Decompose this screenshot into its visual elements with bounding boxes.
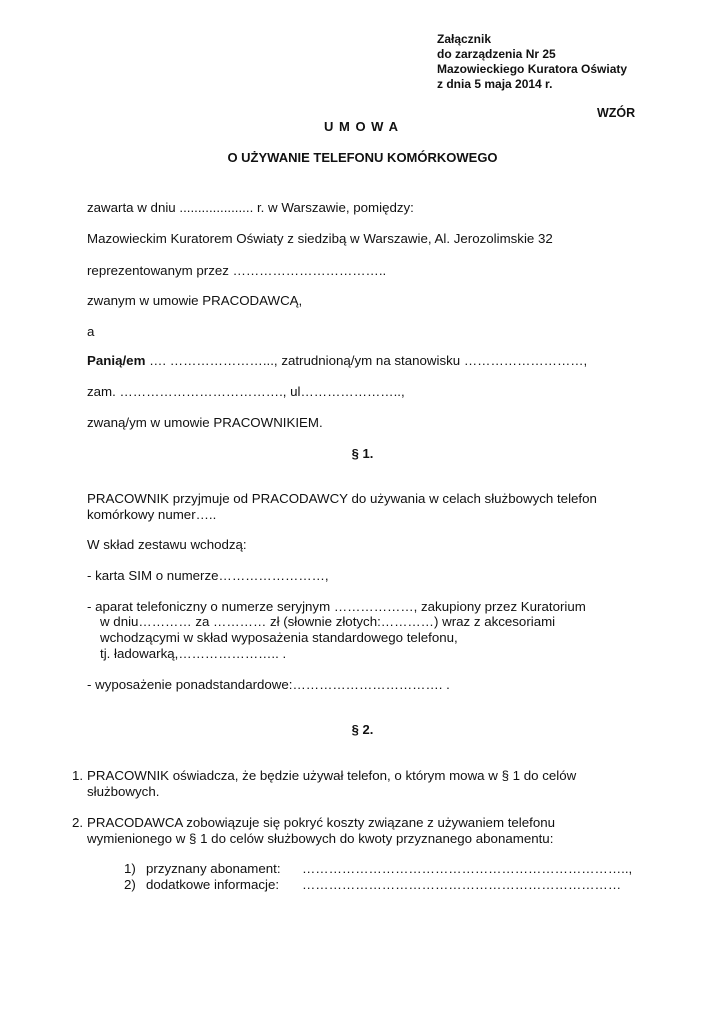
extra-equipment-line: - wyposażenie ponadstandardowe:……………………………. . bbox=[87, 677, 450, 692]
employee-line bbox=[87, 353, 587, 369]
section-1-p1-line-2: komórkowy numer….. bbox=[87, 507, 217, 522]
document-title-text: U M O W A bbox=[324, 119, 399, 134]
represented-line: reprezentowanym przez …………………………….. bbox=[87, 263, 387, 278]
item-1-line-1: PRACOWNIK oświadcza, że będzie używał telefon, o którym mowa w § 1 do celów bbox=[87, 768, 577, 783]
called-employee-line: zwaną/ym w umowie PRACOWNIKIEM. bbox=[87, 415, 323, 430]
employer-name-line: Mazowieckim Kuratorem Oświaty z siedzibą w Warszawie, Al. Jerozolimskie 32 bbox=[87, 231, 553, 246]
subitem-2-number: 2) bbox=[124, 877, 136, 892]
item-2-line-2: wymienionego w § 1 do celów służbowych do kwoty przyznanego abonamentu: bbox=[87, 831, 554, 846]
phone-line-1: - aparat telefoniczny o numerze seryjnym ………………, zakupiony przez Kuratorium bbox=[87, 599, 586, 614]
item-2-number: 2. bbox=[72, 815, 84, 830]
subitem-2-value: ……………………………………………………………… bbox=[302, 877, 622, 892]
and-line: a bbox=[87, 324, 95, 339]
subitem-2-label: dodatkowe informacje: bbox=[146, 877, 280, 892]
subitem-1-number: 1) bbox=[124, 861, 136, 876]
subitem-1-value: ……………………………………………………………….., bbox=[302, 861, 633, 876]
employee-details: …. …………………..., zatrudnioną/ym na stanowisku ………………………, bbox=[145, 353, 588, 368]
concluded-line: zawarta w dniu .................... r. w Warszawie, pomiędzy: bbox=[87, 200, 414, 215]
attachment-line-4: z dnia 5 maja 2014 r. bbox=[437, 77, 553, 91]
document-subtitle: O UŻYWANIE TELEFONU KOMÓRKOWEGO bbox=[227, 150, 498, 165]
item-1-line-2: służbowych. bbox=[87, 784, 160, 799]
called-employer-line: zwanym w umowie PRACODAWCĄ, bbox=[87, 293, 303, 308]
subitem-1-label: przyznany abonament: bbox=[146, 861, 281, 876]
item-2-line-1: PRACODAWCA zobowiązuje się pokryć koszty związane z używaniem telefonu bbox=[87, 815, 556, 830]
phone-line-3: wchodzącymi w skład wyposażenia standardowego telefonu, bbox=[100, 630, 458, 645]
section-1-p1-line-1: PRACOWNIK przyjmuje od PRACODAWCY do używania w celach służbowych telefon bbox=[87, 491, 597, 506]
set-intro: W skład zestawu wchodzą: bbox=[87, 537, 247, 552]
employee-prefix: Panią/em bbox=[87, 353, 146, 368]
document-title bbox=[0, 119, 725, 134]
address-line: zam. ………………………………., ul………………….., bbox=[87, 384, 405, 399]
attachment-line-3: Mazowieckiego Kuratora Oświaty bbox=[437, 62, 628, 76]
phone-line-2: w dniu………… za ………… zł (słownie złotych:…………) wraz z akcesoriami bbox=[100, 614, 556, 629]
sim-card-line: - karta SIM o numerze……………………, bbox=[87, 568, 329, 583]
phone-line-4: tj. ładowarką,………………….. . bbox=[100, 646, 287, 661]
template-label: WZÓR bbox=[597, 106, 636, 120]
section-1-heading: § 1. bbox=[351, 446, 374, 461]
attachment-line-1: Załącznik bbox=[437, 32, 492, 46]
section-2-heading: § 2. bbox=[351, 722, 374, 737]
attachment-line-2: do zarządzenia Nr 25 bbox=[437, 47, 556, 61]
item-1-number: 1. bbox=[72, 768, 84, 783]
attachment-note bbox=[437, 32, 627, 92]
